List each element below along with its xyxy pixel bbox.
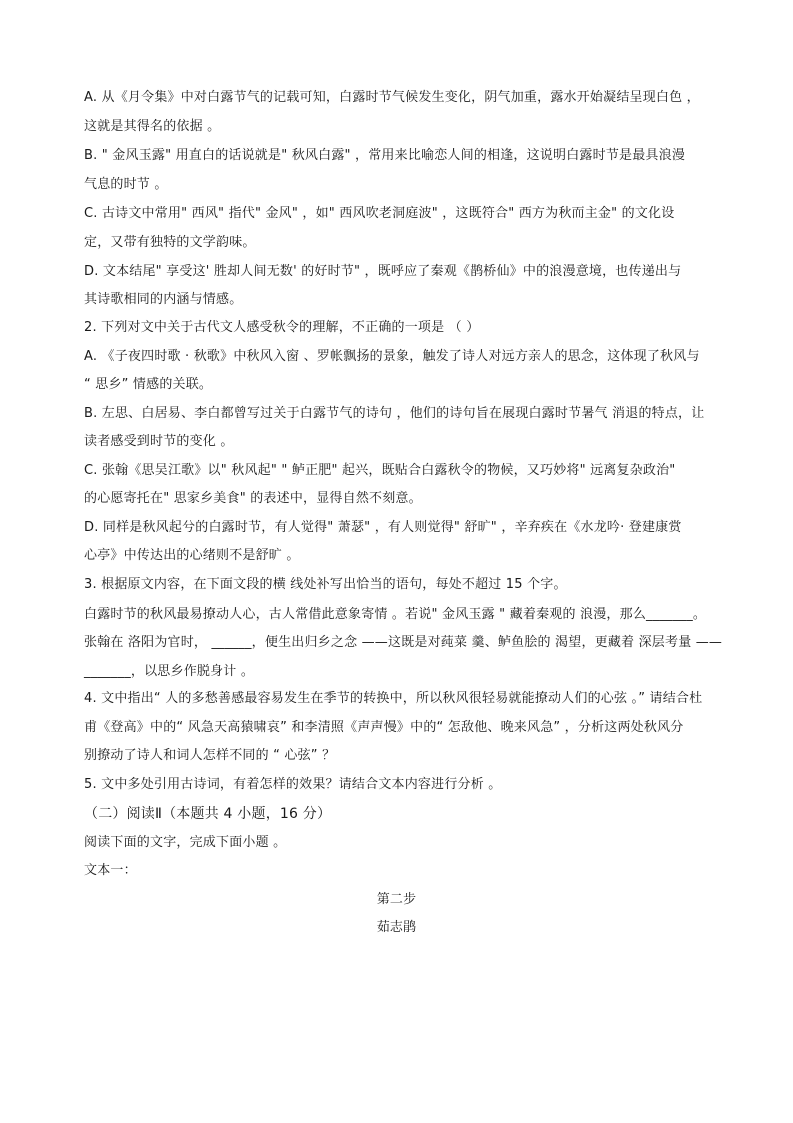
text-line: 文本一： — [84, 863, 137, 878]
text-line: A. 从《月令集》中对白露节气的记载可知，白露时节气候发生变化，阴气加重，露水开始凝结呈现白色 ， — [84, 90, 700, 105]
section-heading: （二）阅读Ⅱ（本题共 4 小题，16 分） — [84, 806, 332, 822]
question-2-stem: 2. 下列对文中关于古代文人感受秋令的理解，不正确的一项是 （ ） — [84, 320, 480, 335]
text-line: 读者感受到时节的变化 。 — [84, 434, 234, 449]
text-line: 甫《登高》中的“ 风急天高猿啸哀” 和李清照《声声慢》中的“ 怎敌他、晚来风急” ，分析这两处秋风分 — [84, 720, 684, 735]
text-line: 其诗歌相同的内涵与情感。 — [84, 292, 243, 307]
text-line: C. 古诗文中常用" 西风" 指代" 金风" ，如" 西风吹老洞庭波" ，这既符合" 西方为秋而主金" 的文化设 — [84, 206, 675, 221]
question-3-stem: 3. 根据原文内容，在下面文段的横 线处补写出恰当的语句，每处不超过 15 个字。 — [84, 577, 567, 592]
text-line: D. 文本结尾" 享受这' 胜却人间无数' 的好时节" ，既呼应了秦观《鹊桥仙》中的浪漫意境，也传递出与 — [84, 264, 682, 279]
text-line: 定，又带有独特的文学韵味。 — [84, 235, 256, 250]
text-line: D. 同样是秋风起兮的白露时节，有人觉得" 萧瑟" ，有人则觉得" 舒旷" ，辛弃疾在《水龙吟· 登建康赏 — [84, 520, 682, 535]
text-line: A. 《子夜四时歌 · 秋歌》中秋风入窗 、罗帐飘扬的景象，触发了诗人对远方亲人的思念，这体现了秋风与 — [84, 349, 700, 364]
text-line: B. 左思、白居易、李白都曾写过关于白露节气的诗句 ，他们的诗句旨在展现白露时节暑气 消退的特点，让 — [84, 406, 705, 421]
text-line: 张翰在 洛阳为官时， ______，便生出归乡之念 ——这既是对莼菜 羹、鲈鱼脍的 渴望，更藏着 深层考量 —— — [84, 635, 723, 650]
question-5-stem: 5. 文中多处引用古诗词，有着怎样的效果？请结合文本内容进行分析 。 — [84, 777, 502, 792]
text-line: “ 思乡” 情感的关联。 — [84, 377, 213, 392]
text-line: C. 张翰《思吴江歌》以" 秋风起" " 鲈正肥" 起兴，既贴合白露秋令的物候，又巧妙将" 远离复杂政治" — [84, 463, 676, 478]
text-line: 这就是其得名的依据 。 — [84, 119, 221, 134]
article-title: 第二步 — [376, 892, 417, 907]
text-line: _______，以思乡作脱身计 。 — [84, 664, 255, 679]
text-line: 的心愿寄托在" 思家乡美食" 的表述中，显得自然不刻意。 — [84, 491, 422, 506]
text-line: 阅读下面的文字，完成下面小题 。 — [84, 835, 287, 850]
question-4-stem: 4. 文中指出“ 人的多愁善感最容易发生在季节的转换中，所以秋风很轻易就能撩动人们的心弦 。” 请结合杜 — [84, 691, 703, 706]
text-line: 气息的时节 。 — [84, 177, 168, 192]
text-line: 心亭》中传达出的心绪则不是舒旷 。 — [84, 548, 300, 563]
text-line: 白露时节的秋风最易撩动人心，古人常借此意象寄情 。若说" 金风玉露 " 藏着秦观的 浪漫，那么_______。 — [84, 607, 707, 622]
text-line: B. " 金风玉露" 用直白的话说就是" 秋风白露" ，常用来比喻恋人间的相逢，这说明白露时节是最具浪漫 — [84, 148, 686, 163]
text-line: 别撩动了诗人和词人怎样不同的 “ 心弦” ？ — [84, 748, 336, 763]
article-author: 茹志鹃 — [376, 920, 417, 935]
